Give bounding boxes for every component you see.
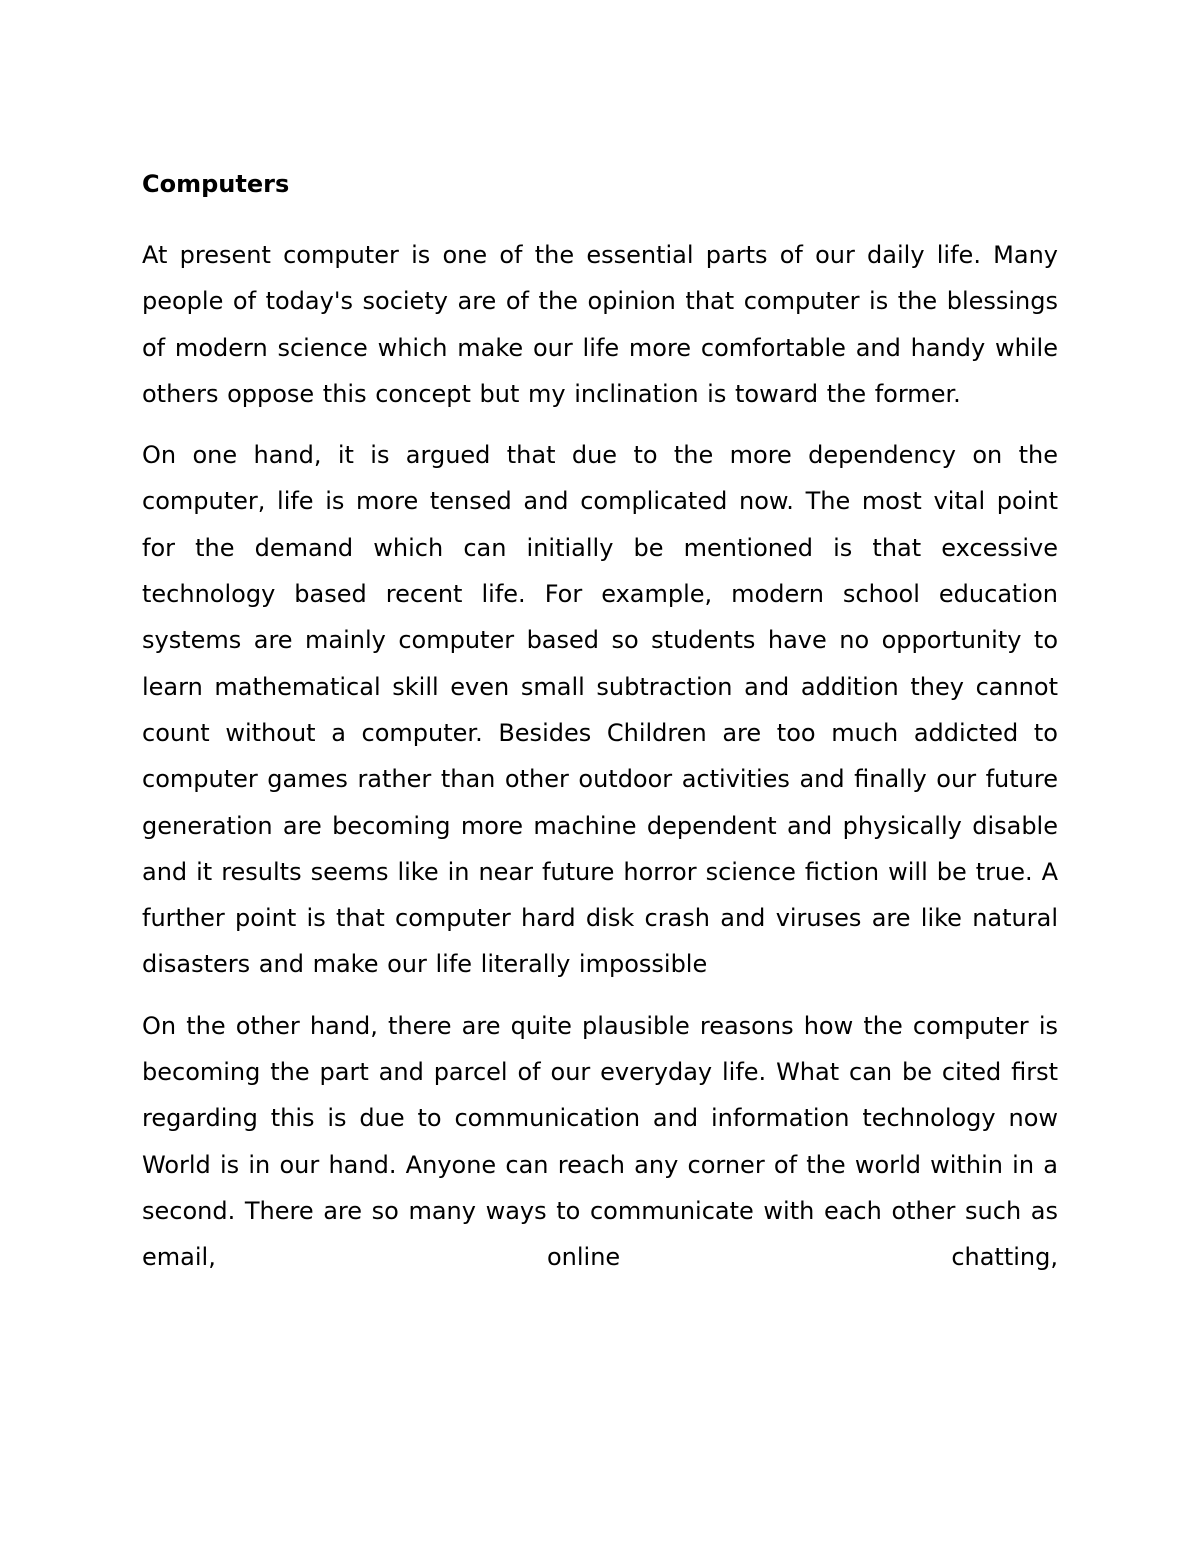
paragraph-disadvantages: On one hand, it is argued that due to the more dependency on the computer, life is more tensed and complicated now. The most vital point for the demand which can initially be mentioned is that excessive technology based recent life. For example, modern school education systems are mainly computer based so students have no opportunity to learn mathematical skill even small subtraction and addition they cannot count without a computer. Besides Children are too much addicted to computer games rather than other outdoor activities and finally our future generation are becoming more machine dependent and physically disable and it results seems like in near future horror science fiction will be true. A further point is that computer hard disk crash and viruses are like natural disasters and make our life literally impossible [142,441,1058,979]
paragraph-advantages: On the other hand, there are quite plausible reasons how the computer is becoming the part and parcel of our everyday life. What can be cited first regarding this is due to communication and information technology now World is in our hand. Anyone can reach any corner of the world within in a second. There are so many ways to communicate with each other such as email, online chatting, [142,1011,1058,1272]
document-title: Computers [142,170,290,198]
document-body [142,164,1058,1296]
paragraph-intro: At present computer is one of the essential parts of our daily life. Many people of today's society are of the opinion that computer is the blessings of modern science which make our life more comfortable and handy while others oppose this concept but my inclination is toward the former. [142,241,1058,408]
